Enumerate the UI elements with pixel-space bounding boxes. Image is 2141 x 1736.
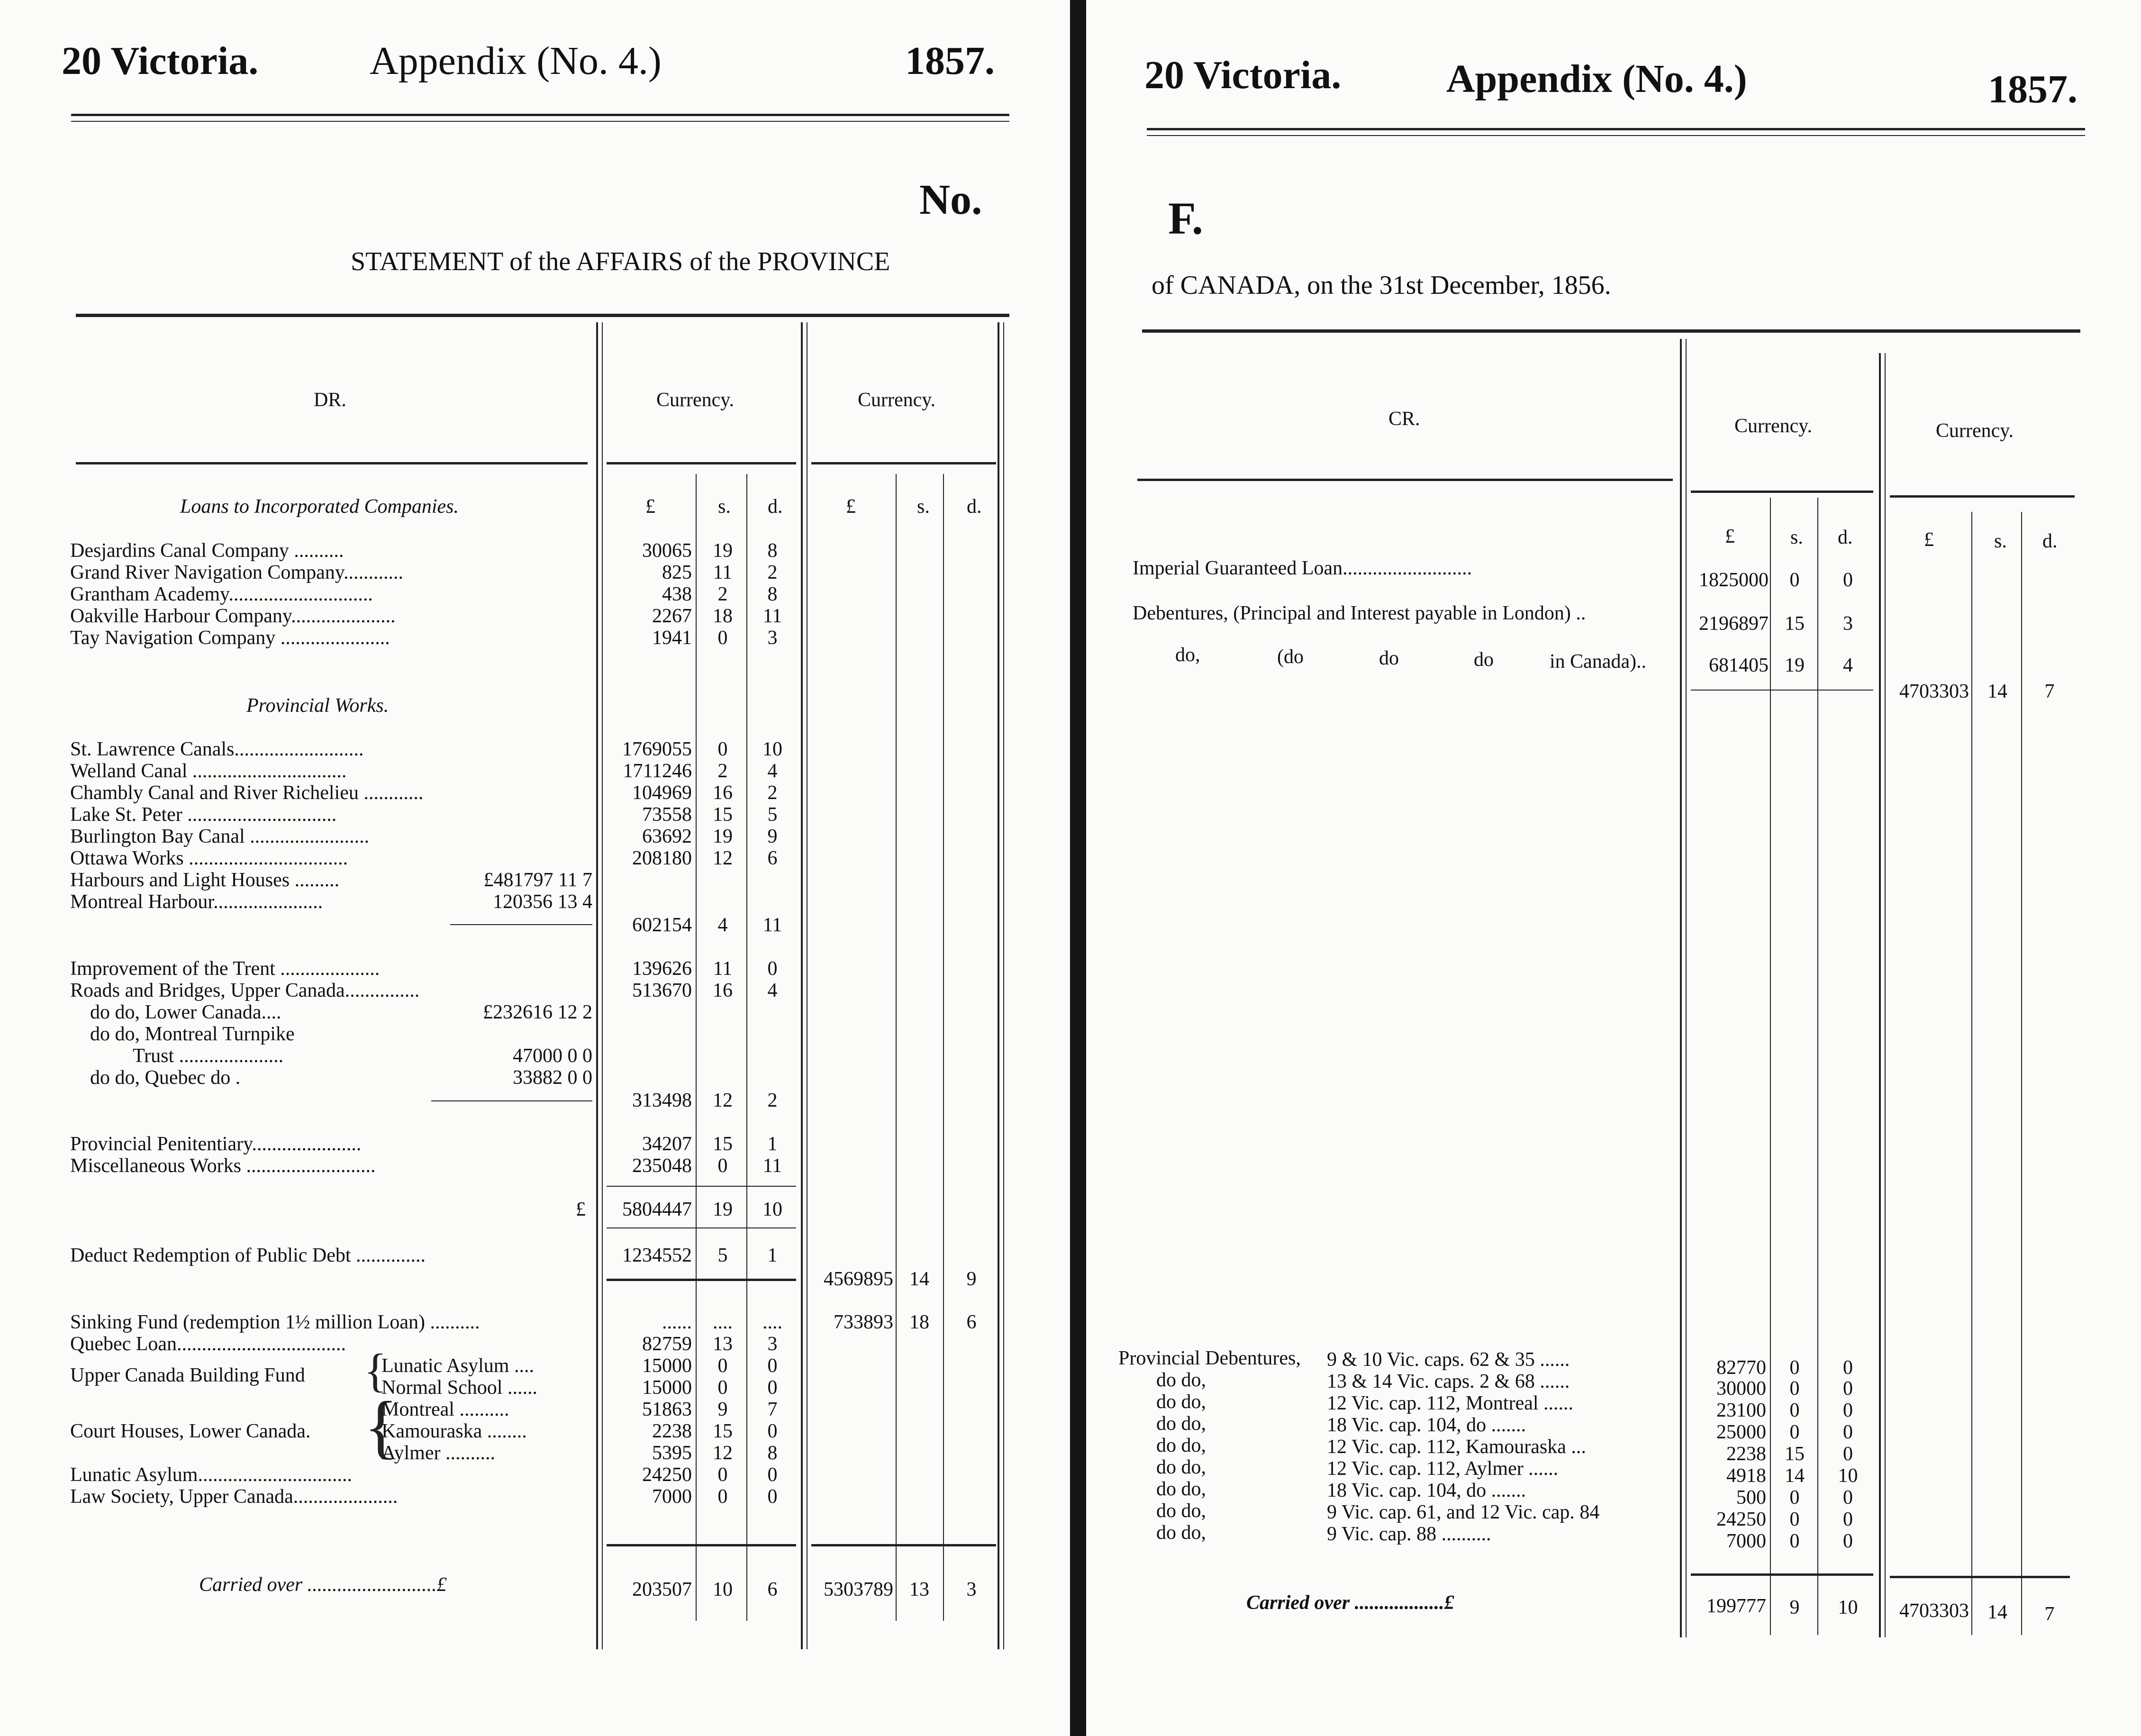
- row-pounds: 602154: [632, 914, 692, 936]
- dr-label: DR.: [314, 389, 346, 411]
- row-pounds-2: 733893: [834, 1311, 893, 1333]
- row-shillings: 19: [713, 826, 733, 847]
- row-pounds: 30000: [1716, 1378, 1766, 1400]
- row-pounds: 63692: [642, 826, 692, 847]
- row-pence: 1: [767, 1245, 778, 1266]
- row-pence: 0: [1843, 569, 1853, 591]
- row-pence: 3: [767, 627, 778, 649]
- debenture-detail: 13 & 14 Vic. caps. 2 & 68 ......: [1327, 1371, 1570, 1392]
- row-pounds: 24250: [1716, 1509, 1766, 1530]
- col-divider: [1680, 339, 1682, 1637]
- col-divider: [746, 474, 747, 1621]
- pound-symbol: £: [846, 496, 856, 518]
- row-shillings: 15: [1785, 613, 1805, 635]
- row-pounds: 1234552: [622, 1245, 692, 1266]
- row-shillings: 0: [1789, 1421, 1800, 1443]
- row-pence: 3: [1843, 613, 1853, 635]
- row-pounds: ......: [662, 1311, 692, 1333]
- row-label: in Canada)..: [1550, 651, 1647, 673]
- header-bottom-rule: [1691, 491, 1873, 493]
- cr-label: CR.: [1388, 408, 1420, 430]
- row-pence: 0: [767, 1486, 778, 1508]
- total-pound-sign: £: [576, 1199, 586, 1220]
- debenture-detail: 12 Vic. cap. 112, Kamouraska ...: [1327, 1436, 1586, 1458]
- row-shillings-2: 14: [909, 1268, 929, 1290]
- row-pounds: 208180: [632, 847, 692, 869]
- section-heading: Provincial Works.: [246, 695, 389, 717]
- row-shillings: 0: [717, 1377, 728, 1399]
- row-label: Miscellaneous Works ..........................: [70, 1155, 376, 1177]
- row-pence: 10: [762, 738, 782, 760]
- col-divider: [998, 322, 999, 1649]
- carried-over-label: Carried over ..........................£: [199, 1574, 447, 1596]
- debenture-label: do do,: [1156, 1522, 1206, 1544]
- row-pounds: 1941: [652, 627, 692, 649]
- row-pounds: 2238: [1726, 1443, 1766, 1465]
- row-shillings: 12: [713, 1442, 733, 1464]
- row-pounds: 235048: [632, 1155, 692, 1177]
- row-pounds: 313498: [632, 1090, 692, 1111]
- col-divider: [896, 474, 897, 1621]
- debenture-label: Provincial Debentures,: [1118, 1347, 1301, 1369]
- row-shillings: 16: [713, 782, 733, 804]
- row-pence-2: 6: [966, 1311, 977, 1333]
- table-top-rule: [76, 314, 1009, 317]
- row-label: Welland Canal ...............................: [70, 760, 347, 782]
- pence-label: d.: [1838, 527, 1853, 548]
- year-header: 1857.: [1988, 67, 2077, 111]
- row-pence: 9: [767, 826, 778, 847]
- row-label: Court Houses, Lower Canada.: [70, 1420, 311, 1442]
- row-pounds: 2238: [652, 1420, 692, 1442]
- row-pence: 0: [1843, 1530, 1853, 1552]
- row-pence: 0: [767, 1420, 778, 1442]
- row-shillings: 10: [713, 1579, 733, 1600]
- row-shillings: 0: [717, 1155, 728, 1177]
- row-inner-amount: £481797 11 7: [483, 869, 592, 891]
- row-shillings: 15: [713, 1133, 733, 1155]
- row-pounds: 82770: [1716, 1357, 1766, 1379]
- debenture-label: do do,: [1156, 1435, 1206, 1456]
- row-shillings: 0: [1789, 1509, 1800, 1530]
- row-pounds: 23100: [1716, 1400, 1766, 1421]
- col-divider: [1879, 353, 1881, 1637]
- debenture-detail: 9 Vic. cap. 61, and 12 Vic. cap. 84: [1327, 1501, 1600, 1523]
- row-shillings: 5: [717, 1245, 728, 1266]
- row-shillings: 19: [713, 540, 733, 562]
- row-pence: 4: [1843, 654, 1853, 676]
- row-label: Lake St. Peter ..............................: [70, 804, 337, 826]
- row-label: Grand River Navigation Company............: [70, 562, 403, 583]
- row-shillings: 0: [1789, 1400, 1800, 1421]
- row-pounds: 1825000: [1699, 569, 1769, 591]
- row-shillings: 0: [717, 1486, 728, 1508]
- col-divider: [801, 322, 803, 1649]
- row-label: Oakville Harbour Company.....................: [70, 605, 396, 627]
- row-shillings: 9: [717, 1399, 728, 1420]
- carried-rule: [607, 1544, 796, 1546]
- row-pence: 8: [767, 540, 778, 562]
- appendix-header: Appendix (No. 4.): [370, 39, 662, 83]
- row-pence: 8: [767, 1442, 778, 1464]
- row-pence-2: 3: [966, 1579, 977, 1600]
- carried-rule: [1890, 1576, 2070, 1578]
- shilling-label: s.: [1994, 530, 2007, 552]
- row-pence: 0: [1843, 1487, 1853, 1509]
- row-shillings: 2: [717, 583, 728, 605]
- row-pence: 0: [1843, 1400, 1853, 1421]
- row-pence: 0: [1843, 1509, 1853, 1530]
- row-shillings: 0: [717, 738, 728, 760]
- row-pounds: 15000: [642, 1355, 692, 1377]
- row-label: Harbours and Light Houses .........: [70, 869, 340, 891]
- row-pence: 0: [767, 1355, 778, 1377]
- row-label: do do, Quebec do .: [90, 1067, 241, 1089]
- row-pence: 1: [767, 1133, 778, 1155]
- header-rule-thin: [1147, 135, 2085, 136]
- row-pence-2: 7: [2044, 681, 2055, 702]
- number-label: No.: [919, 176, 982, 223]
- row-pence: 2: [767, 1090, 778, 1111]
- col-divider: [1770, 498, 1771, 1635]
- pound-symbol: £: [1924, 529, 1934, 551]
- row-label: (do: [1277, 646, 1304, 668]
- row-pence: 7: [767, 1399, 778, 1420]
- header-rule: [71, 114, 1009, 116]
- row-label: do do, Lower Canada....: [90, 1001, 281, 1023]
- col-divider: [1971, 512, 1972, 1635]
- header-bottom-rule: [811, 462, 996, 464]
- shilling-label: s.: [718, 496, 731, 518]
- row-inner-amount: 47000 0 0: [513, 1045, 592, 1067]
- row-pounds: 82759: [642, 1333, 692, 1355]
- row-label: Provincial Penitentiary......................: [70, 1133, 362, 1155]
- table-top-rule: [1142, 329, 2080, 333]
- table-letter: F.: [1168, 193, 1203, 244]
- debenture-label: do do,: [1156, 1478, 1206, 1500]
- row-shillings: 0: [1789, 1378, 1800, 1400]
- col-divider: [596, 322, 598, 1649]
- header-bottom-rule: [76, 462, 588, 464]
- debenture-label: do do,: [1156, 1500, 1206, 1522]
- col-divider: [2021, 512, 2022, 1635]
- row-label: Law Society, Upper Canada.....................: [70, 1486, 398, 1508]
- row-label: Deduct Redemption of Public Debt ..............: [70, 1245, 426, 1266]
- debenture-detail: 9 Vic. cap. 88 ..........: [1327, 1523, 1491, 1545]
- row-inner-amount: 33882 0 0: [513, 1067, 592, 1089]
- brace-icon: {: [364, 1387, 398, 1466]
- row-pounds: 5395: [652, 1442, 692, 1464]
- row-label: Grantham Academy.............................: [70, 583, 373, 605]
- row-pence: 0: [1843, 1357, 1853, 1379]
- row-pounds: 681405: [1709, 654, 1769, 676]
- currency-header: Currency.: [656, 389, 735, 411]
- row-label: Upper Canada Building Fund: [70, 1364, 305, 1386]
- row-pounds: 51863: [642, 1399, 692, 1420]
- row-label: Lunatic Asylum...............................: [70, 1464, 352, 1486]
- row-label: do: [1379, 647, 1399, 669]
- row-pence: 10: [762, 1199, 782, 1220]
- row-pence: ....: [762, 1311, 782, 1333]
- subtotal-rule: [431, 1100, 592, 1101]
- row-shillings-2: 14: [1987, 1601, 2007, 1623]
- row-shillings: ....: [713, 1311, 733, 1333]
- row-pence: 0: [767, 1377, 778, 1399]
- row-label: do do, Montreal Turnpike: [90, 1023, 295, 1045]
- row-pounds: 30065: [642, 540, 692, 562]
- row-sublabel: Normal School ......: [381, 1377, 537, 1399]
- row-shillings: 0: [1789, 569, 1800, 591]
- header-rule: [1147, 128, 2085, 130]
- debenture-label: do do,: [1156, 1413, 1206, 1435]
- row-shillings-2: 14: [1987, 681, 2007, 702]
- row-pence: 0: [1843, 1443, 1853, 1465]
- row-shillings: 14: [1785, 1465, 1805, 1487]
- row-pounds: 5804447: [622, 1199, 692, 1220]
- header-rule-thin: [71, 121, 1009, 122]
- shilling-label: s.: [917, 496, 930, 518]
- row-pence: 11: [762, 914, 782, 936]
- row-label: do: [1474, 649, 1494, 671]
- row-pence: 2: [767, 562, 778, 583]
- col-divider: [696, 474, 697, 1621]
- row-pounds: 34207: [642, 1133, 692, 1155]
- row-pence: 4: [767, 760, 778, 782]
- row-label: Debentures, (Principal and Interest payable in London) ..: [1133, 602, 1586, 624]
- row-shillings: 9: [1789, 1597, 1800, 1618]
- carried-over-label: Carried over ..................£: [1246, 1592, 1454, 1614]
- row-pence: 0: [1843, 1378, 1853, 1400]
- row-pounds: 24250: [642, 1464, 692, 1486]
- row-pounds: 203507: [632, 1579, 692, 1600]
- row-label: do,: [1175, 644, 1200, 666]
- debenture-detail: 18 Vic. cap. 104, do .......: [1327, 1414, 1526, 1436]
- row-pence-2: 9: [966, 1268, 977, 1290]
- row-shillings: 12: [713, 847, 733, 869]
- debenture-detail: 12 Vic. cap. 112, Montreal ......: [1327, 1392, 1574, 1414]
- total-rule: [607, 1186, 796, 1187]
- row-shillings: 0: [1789, 1530, 1800, 1552]
- right-page: [1085, 0, 2141, 1736]
- row-pence: 0: [767, 1464, 778, 1486]
- row-pence: 4: [767, 980, 778, 1001]
- session-header: 20 Victoria.: [62, 39, 259, 83]
- section-heading: Loans to Incorporated Companies.: [180, 496, 459, 518]
- row-label: Trust .....................: [133, 1045, 284, 1067]
- row-pounds-2: 4569895: [824, 1268, 893, 1290]
- row-pence: 10: [1838, 1597, 1858, 1618]
- header-bottom-rule: [1137, 479, 1673, 481]
- row-shillings: 4: [717, 914, 728, 936]
- debenture-detail: 12 Vic. cap. 112, Aylmer ......: [1327, 1458, 1559, 1480]
- shilling-label: s.: [1790, 527, 1803, 548]
- row-pounds: 73558: [642, 804, 692, 826]
- row-shillings: 0: [1789, 1357, 1800, 1379]
- row-shillings: 15: [713, 804, 733, 826]
- header-bottom-rule: [1890, 495, 2075, 498]
- row-pounds: 15000: [642, 1377, 692, 1399]
- row-pounds: 2196897: [1699, 613, 1769, 635]
- row-pence: 6: [767, 847, 778, 869]
- row-pounds: 25000: [1716, 1421, 1766, 1443]
- pence-label: d.: [768, 496, 783, 518]
- debenture-label: do do,: [1156, 1391, 1206, 1413]
- row-pounds: 825: [662, 562, 692, 583]
- subtotal-rule: [450, 924, 592, 925]
- debenture-label: do do,: [1156, 1369, 1206, 1391]
- col-divider: [1003, 322, 1004, 1649]
- row-pence: 10: [1838, 1465, 1858, 1487]
- col-divider: [1885, 353, 1886, 1637]
- carried-rule: [811, 1544, 996, 1546]
- row-label: Roads and Bridges, Upper Canada...............: [70, 980, 420, 1001]
- row-shillings: 16: [713, 980, 733, 1001]
- pound-symbol: £: [1725, 526, 1735, 547]
- row-label: Desjardins Canal Company ..........: [70, 540, 344, 562]
- total-rule: [607, 1279, 796, 1281]
- session-header: 20 Victoria.: [1144, 53, 1342, 97]
- row-pence: 0: [767, 958, 778, 980]
- row-sublabel: Kamouraska ........: [381, 1420, 527, 1442]
- row-pence: 6: [767, 1579, 778, 1600]
- pence-label: d.: [2042, 530, 2058, 552]
- row-pounds: 199777: [1706, 1595, 1766, 1617]
- row-pounds: 104969: [632, 782, 692, 804]
- row-label: Ottawa Works ................................: [70, 847, 348, 869]
- row-pounds: 139626: [632, 958, 692, 980]
- row-shillings: 0: [717, 1355, 728, 1377]
- row-shillings: 13: [713, 1333, 733, 1355]
- row-label: St. Lawrence Canals..........................: [70, 738, 364, 760]
- row-shillings-2: 18: [909, 1311, 929, 1333]
- row-label: Improvement of the Trent ....................: [70, 958, 380, 980]
- row-sublabel: Montreal ..........: [381, 1399, 509, 1420]
- brace-icon: {: [364, 1344, 387, 1397]
- row-pence: 11: [762, 1155, 782, 1177]
- row-pounds: 7000: [652, 1486, 692, 1508]
- row-sublabel: Aylmer ..........: [381, 1442, 495, 1464]
- row-pence: 3: [767, 1333, 778, 1355]
- row-shillings: 0: [1789, 1487, 1800, 1509]
- row-shillings: 19: [713, 1199, 733, 1220]
- row-pounds-2: 5303789: [824, 1579, 893, 1600]
- carried-rule: [1691, 1573, 1873, 1576]
- row-shillings: 0: [717, 1464, 728, 1486]
- year-header: 1857.: [905, 39, 995, 83]
- row-pounds-2: 4703303: [1899, 1600, 1969, 1622]
- row-label: Tay Navigation Company ......................: [70, 627, 390, 649]
- row-shillings: 18: [713, 605, 733, 627]
- row-shillings: 0: [717, 627, 728, 649]
- row-label: Burlington Bay Canal ........................: [70, 826, 370, 847]
- debenture-detail: 18 Vic. cap. 104, do .......: [1327, 1480, 1526, 1501]
- row-shillings: 11: [713, 562, 733, 583]
- row-pounds: 513670: [632, 980, 692, 1001]
- row-label: Imperial Guaranteed Loan..........................: [1133, 557, 1472, 579]
- row-shillings-2: 13: [909, 1579, 929, 1600]
- row-pounds: 500: [1736, 1487, 1766, 1509]
- col-divider: [602, 322, 603, 1649]
- row-pounds: 1769055: [622, 738, 692, 760]
- row-pence-2: 7: [2044, 1603, 2055, 1625]
- row-shillings: 15: [1785, 1443, 1805, 1465]
- row-inner-amount: 120356 13 4: [493, 891, 592, 913]
- row-label: Sinking Fund (redemption 1½ million Loan) ..........: [70, 1311, 480, 1333]
- row-sublabel: Lunatic Asylum ....: [381, 1355, 534, 1377]
- header-bottom-rule: [607, 462, 796, 464]
- book-gutter: [1070, 0, 1086, 1736]
- statement-title: of CANADA, on the 31st December, 1856.: [1152, 271, 1611, 300]
- debenture-detail: 9 & 10 Vic. caps. 62 & 35 ......: [1327, 1349, 1570, 1371]
- row-pounds: 4918: [1726, 1465, 1766, 1487]
- statement-title: STATEMENT of the AFFAIRS of the PROVINCE: [351, 247, 890, 276]
- row-shillings: 11: [713, 958, 733, 980]
- col-divider: [943, 474, 944, 1621]
- currency-header: Currency.: [1734, 415, 1813, 437]
- total-rule: [607, 1227, 796, 1228]
- row-pence: 5: [767, 804, 778, 826]
- row-shillings: 19: [1785, 654, 1805, 676]
- col-divider: [1817, 498, 1818, 1635]
- row-shillings: 12: [713, 1090, 733, 1111]
- pound-symbol: £: [645, 496, 655, 518]
- row-label: Quebec Loan..................................: [70, 1333, 346, 1355]
- subtotal-rule: [1691, 690, 1873, 691]
- row-label: Chambly Canal and River Richelieu ............: [70, 782, 424, 804]
- row-pounds: 2267: [652, 605, 692, 627]
- row-pence: 11: [762, 605, 782, 627]
- appendix-header: Appendix (No. 4.): [1446, 57, 1747, 101]
- row-shillings: 2: [717, 760, 728, 782]
- row-pence: 0: [1843, 1421, 1853, 1443]
- pence-label: d.: [967, 496, 982, 518]
- row-pence: 2: [767, 782, 778, 804]
- row-pounds-2: 4703303: [1899, 681, 1969, 702]
- row-pounds: 438: [662, 583, 692, 605]
- row-pounds: 7000: [1726, 1530, 1766, 1552]
- row-inner-amount: £232616 12 2: [483, 1001, 592, 1023]
- debenture-label: do do,: [1156, 1456, 1206, 1478]
- row-shillings: 15: [713, 1420, 733, 1442]
- currency-header: Currency.: [858, 389, 936, 411]
- row-label: Montreal Harbour......................: [70, 891, 323, 913]
- currency-header: Currency.: [1936, 420, 2014, 442]
- row-pounds: 1711246: [623, 760, 692, 782]
- row-pence: 8: [767, 583, 778, 605]
